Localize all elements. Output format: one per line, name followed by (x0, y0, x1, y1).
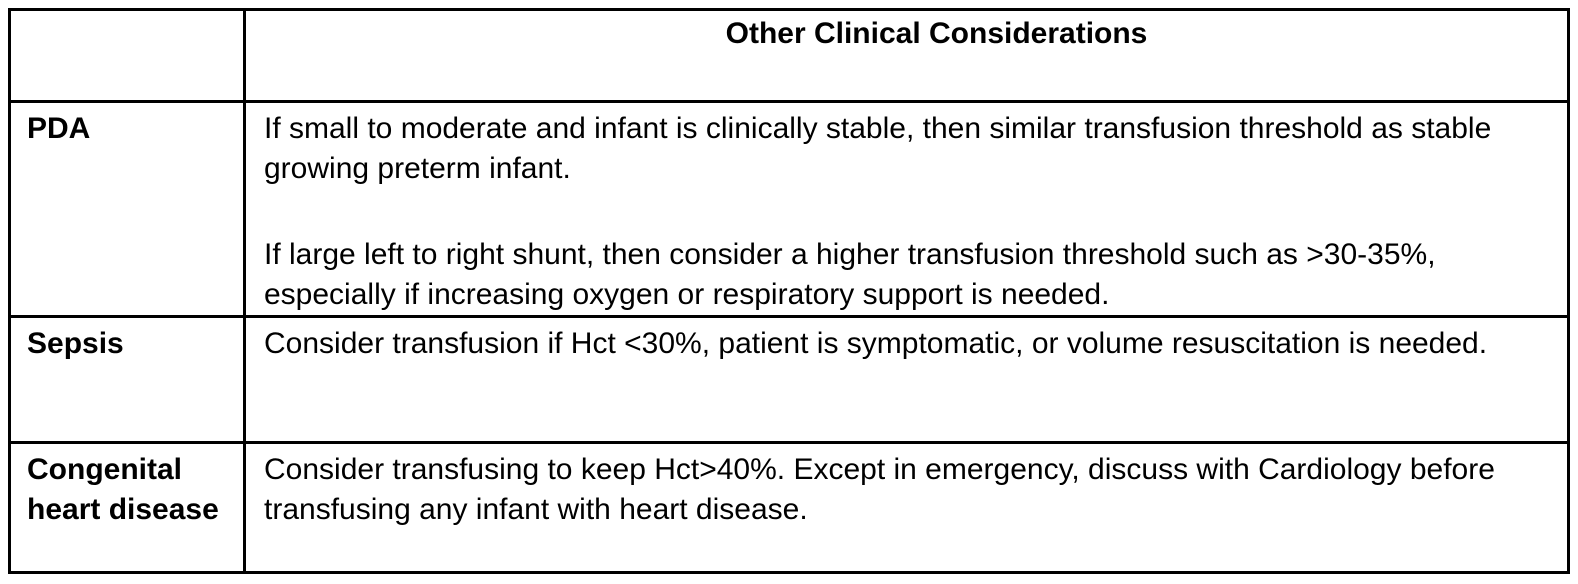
sepsis-paragraph-1: Consider transfusion if Hct <30%, patient is symptomatic, or volume resuscitation is needed. (264, 327, 1488, 360)
row-label-sepsis: Sepsis (10, 317, 245, 443)
pda-paragraph-1: If small to moderate and infant is clinically stable, then similar transfusion threshold as stable growing preterm infant. (264, 112, 1492, 185)
row-label-pda: PDA (10, 102, 245, 317)
table-title: Other Clinical Considerations (245, 10, 1569, 102)
table-row-pda (10, 102, 1569, 317)
header-label-cell (10, 10, 245, 102)
table-header-row (10, 10, 1569, 102)
row-label-congenital-heart-disease: Congenital heart disease (10, 443, 245, 573)
chd-paragraph-1: Consider transfusing to keep Hct>40%. Except in emergency, discuss with Cardiology before transfusing any infant with heart disease. (264, 453, 1495, 526)
clinical-considerations-table (8, 8, 1570, 574)
pda-paragraph-2: If large left to right shunt, then consider a higher transfusion threshold such as >30-35%, especially if increasing oxygen or respiratory support is needed. (264, 238, 1436, 311)
table-row-congenital-heart-disease (10, 443, 1569, 573)
row-body-pda (245, 102, 1569, 317)
row-body-congenital-heart-disease (245, 443, 1569, 573)
table-row-sepsis (10, 317, 1569, 443)
row-body-sepsis (245, 317, 1569, 443)
